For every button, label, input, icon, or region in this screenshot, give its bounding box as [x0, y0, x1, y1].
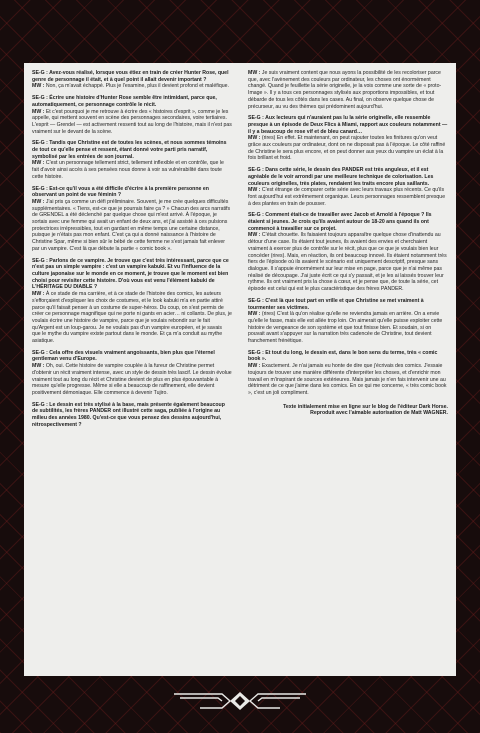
- interview-answer: [32, 109, 232, 136]
- decorative-ornament: [170, 690, 310, 712]
- interview-exchange: [32, 258, 232, 345]
- interview-question: SE-G : Aux lecteurs qui n'auraient pas lu la série originelle, elle ressemble presque à un épisode de Deux Flics à Miami, rapport aux couleurs notamment — il y a beaucoup de rose vif et de bleu canard…: [248, 115, 448, 135]
- interview-exchange: [32, 140, 232, 180]
- interview-answer: [248, 363, 448, 397]
- answer-text: (rires) En effet. Et maintenant, on peut rajouter toutes les finitures qu'on veut grâce aux couleurs par ordinateur, dont on ne disposait pas à l'époque. Le côté raffiné de Christine le sera plus encore, et on peut donner aux yeux du vampire un éclat à la fois brillant et froid.: [248, 135, 446, 162]
- interview-answer: [248, 232, 448, 292]
- interview-exchange: [32, 402, 232, 429]
- interview-question: SE-G : Et tout du long, le dessin est, dans le bon sens du terme, très « comic book ».: [248, 349, 438, 363]
- interview-answer: [32, 291, 232, 345]
- speaker-tag: MW :: [248, 70, 261, 76]
- credit-line-2: Reproduit avec l'aimable autorisation de Matt WAGNER.: [310, 410, 448, 417]
- interview-exchange: [32, 350, 232, 397]
- interview-question: SE-G : C'est là que tout part en vrille et que Christine se met vraiment à tourmenter ses victimes.: [248, 297, 424, 311]
- column-right: [248, 70, 448, 433]
- interview-answer: [248, 187, 448, 207]
- speaker-tag: MW :: [248, 135, 261, 142]
- answer-text: Oh, oui. Cette histoire de vampire couplée à la fureur de Christine permet d'obtenir un récit vraiment intense, avec un style de dessin très lascif. Le dessin évolue vraiment tout au long du récit et Christine devient de plus en plus épouvantable à mesure qu'elle progresse. Même si elle a beaucoup de raffinement, elle devient positivement démoniaque. Elle commence à devenir Tujiro.: [32, 363, 232, 396]
- interview-exchange: [248, 212, 448, 292]
- answer-text: C'est un personnage tellement strict, tellement inflexible et en contrôle, que le fait d'avoir ainsi accès à ses pensées nous donne à voir sa vulnérabilité dans toute cette histoire.: [32, 160, 224, 180]
- column-left: [32, 70, 232, 433]
- interview-exchange: [248, 70, 448, 110]
- speaker-tag: MW :: [32, 291, 45, 298]
- interview-answer: [248, 135, 448, 162]
- interview-exchange: [32, 95, 232, 135]
- credit-note: [248, 404, 448, 417]
- answer-text: Exactement. Je n'ai jamais eu honte de dire que j'écrivais des comics. J'essaie toujours de trouver une manière différente d'interpréter les choses, et d'enrichir mon travail en m'inspirant de sources extérieures. Mais jamais je n'en fais intervenir une au détriment de ce que j'aime dans les comics. En ce qui me concerne, « très comic book », c'est un joli compliment.: [248, 363, 447, 396]
- speaker-tag: MW :: [248, 232, 261, 239]
- interview-exchange: [248, 298, 448, 345]
- speaker-tag: MW :: [248, 363, 261, 370]
- interview-answer: [32, 199, 232, 253]
- answer-text: À ce stade de ma carrière, et à ce stade de l'histoire des comics, les auteurs s'efforçaient d'expliquer les choix de costumes, et le look kabuki m'a en partie attiré parce qu'il faisait penser à un costume de super-héros. Du coup, on s'est permis de créer ce personnage magnifique qui ne porte ni gants en acier… ni collants. De plus, je voulais écrire une histoire de vampire, parce que je voulais rebondir sur le fait qu'Argent est un loup-garou. Je ne voulais pas d'un vampire européen, et je savais que le mythe du vampire existe partout dans le monde. Et ça m'a conduit au mythe asiatique.: [32, 291, 232, 345]
- interview-answer: [248, 70, 448, 110]
- interview-question: SE-G : Cela offre des visuels vraiment angoissants, bien plus que l'éternel gentleman venu d'Europe.: [32, 349, 215, 363]
- answer-text: Et c'est pourquoi je me retrouve à écrire des « histoires d'esprit », comme je les appelle, qui mettent souvent en scène des personnages secondaires, voire tertiaires. L'esprit — Grendel — est activement ressenti tout au long de l'histoire, mais il n'est pas vraiment sur le devant de la scène.: [32, 108, 232, 135]
- speaker-tag: MW :: [32, 83, 45, 90]
- interview-panel: [24, 63, 456, 676]
- interview-answer: [32, 363, 232, 397]
- interview-exchange: [32, 70, 232, 90]
- interview-exchange: [248, 350, 448, 397]
- interview-exchange: [248, 167, 448, 207]
- answer-text: Je suis vraiment content que nous ayons la possibilité de les recoloriser parce que, avec l'avènement des couleurs par ordinateur, les choses ont énormément changé. Quand je feuillette la série originelle, je la vois comme une sorte de « proto-Image ». Il y a tous ces personnages stylisés aux proportions impossibles, et tout débarde de tous les côtés dans les cases. Au final, on observe quelque chose de précurseur, au vu des thèmes qui prédominent aujourd'hui.: [248, 70, 442, 110]
- interview-question: SE-G : Comment était-ce de travailler avec Jacob et Arnold à l'époque ? Ils étaient si jeunes. Je crois qu'ils avaient autour de 18-20 ans quand ils ont commencé à travailler sur ce projet.: [248, 212, 432, 232]
- answer-text: C'est étrange de comparer cette série avec leurs travaux plus récents. Ce qu'ils font aujourd'hui est extrêmement organique. Leurs personnages ressemblent presque à des plantes en train de pousser.: [248, 187, 446, 207]
- credit-line-1: Texte initialement mise en ligne sur le blog de l'éditeur Dark Horse.: [283, 403, 448, 410]
- interview-question: SE-G : Dans cette série, le dessin des PANDER est très anguleux, et il est agréable de le voir arrondi par une meilleure technique de colorisation. Les couleurs originelles, très plates, rendaient les traits encore plus saillants.: [248, 167, 434, 187]
- interview-answer: [32, 160, 232, 180]
- speaker-tag: MW :: [32, 198, 45, 205]
- interview-question: SE-G : Parlons de ce vampire. Je trouve que c'est très intéressant, parce que ce n'est pas un simple vampire : c'est un vampire kabuki. Et vu l'influence de la culture japonaise sur le monde en ce moment, je trouve que le moment est bien choisi pour revisiter cette histoire. D'où vous est venu l'élément kabuki de L'HÉRITAGE DU DIABLE ?: [32, 257, 229, 291]
- interview-question: SE-G : Est-ce qu'il vous a été difficile d'écrire à la première personne en observant un point de vue féminin ?: [32, 185, 209, 199]
- interview-exchange: [32, 186, 232, 253]
- answer-text: (rires) C'est là qu'on réalise qu'elle ne reviendra jamais en arrière. On a envie qu'elle le fasse, mais elle est allée trop loin. On aimerait qu'elle puisse exploiter cette histoire de vengeance de son système et que tout finisse bien. Et soudain, si on pouvait avant s'appuyer sur la narration très cadencée de Christine, tout devient franchement frénétique.: [248, 311, 443, 345]
- speaker-tag: MW :: [32, 160, 45, 167]
- interview-question: SE-G : Le dessin est très stylisé à la base, mais présente également beaucoup de subtilités, les frères PANDER ont illustré cette saga, publiée à l'origine au milieu des années 1980. Qu'est-ce que vous pensez des dessins aujourd'hui, rétrospectivement ?: [32, 401, 225, 428]
- answer-text: J'ai pris ça comme un défi préliminaire. Souvent, je me crée quelques difficultés supplémentaires. « Tiens, est-ce que je pourrais faire ça ? » Chacun des arcs narratifs de GRENDEL a été déclenché par quelque chose qui m'est arrivé. À l'époque, je sortais avec une femme qui avait un enfant de deux ans, et j'ai assisté à ces pulsions protectrices irrépressibles, tout en gardant en même temps une certaine distance, puisque je n'étais pas mon enfant. C'est ça qui a donné naissance à l'histoire de Christine Spar, même si bien sûr le bébé de cette femme ne s'est jamais fait enlever par un vampire. C'est là que débute la partie « comic book ».: [32, 198, 231, 252]
- answer-text: C'était chouette. Ils faisaient toujours apparaître quelque chose d'inattendu au détour d'une case. Ils étaient tout jeunes, ils avaient des envies et cherchaient vraiment à exercer plus de contrôle sur le récit, plus que ce que je voulais bien leur concéder (rires). Mais, en réaction, ils ont beaucoup innové. Ils étaient notamment très fiers de l'épisode où ils avaient le scénario est uniquement descriptif, presque sans dialogue. Il s'appuie énormément sur leur mise en page, parce que je n'ai même pas réalisé de découpage. J'ai juste écrit ce qui s'y passait, et je les ai laissés trouver leur rythme. Ils ont vraiment pris la chose à cœur, et je pense que, de toute la série, cet épisode est celui qui est le plus caractéristique des frères PANDER.: [248, 232, 447, 293]
- speaker-tag: MW :: [32, 363, 45, 370]
- interview-question: SE-G : Avez-vous réalisé, lorsque vous étiez en train de créer Hunter Rose, quel genre de personnage il était, et à quel point il allait devenir important ?: [32, 70, 229, 83]
- interview-answer: [248, 311, 448, 345]
- interview-answer: [32, 83, 232, 90]
- speaker-tag: MW :: [248, 311, 261, 318]
- interview-question: SE-G : Écrire une histoire d'Hunter Rose semble être intimidant, parce que, automatiquement, ce personnage contrôle le récit.: [32, 95, 217, 108]
- speaker-tag: MW :: [248, 187, 261, 194]
- answer-text: Non, ça m'avait échappé. Plus je l'examine, plus il devient profond et maléfique.: [45, 83, 229, 90]
- speaker-tag: MW :: [32, 108, 45, 115]
- interview-question: SE-G : Tandis que Christine est de toutes les scènes, et nous sommes témoins de tout ce qu'elle pense et ressent, étant donné votre parti pris narratif, symbolisé par les entrées de son journal.: [32, 140, 227, 160]
- interview-exchange: [248, 115, 448, 162]
